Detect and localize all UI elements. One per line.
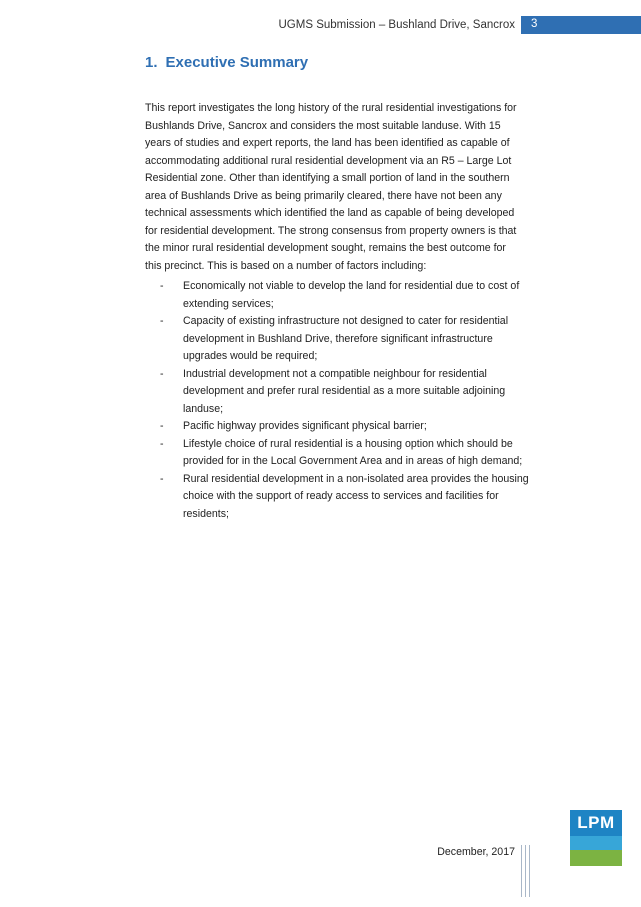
list-bullet: - [160, 367, 164, 380]
list-item-text: Lifestyle choice of rural residential is a housing option which should be provided for in the Local Government Area and in areas of high demand; [183, 437, 523, 467]
list-item [160, 366, 530, 419]
list-bullet: - [160, 437, 164, 450]
list-item-text: Pacific highway provides significant physical barrier; [183, 420, 427, 432]
list-item-text: Economically not viable to develop the land for residential due to cost of extending services; [183, 280, 520, 310]
logo-top-band [570, 810, 622, 836]
list-item-text: Capacity of existing infrastructure not designed to cater for residential development in Bushland Drive, therefore significant infrastructure upgrades would be required; [183, 315, 509, 362]
list-item-text: Rural residential development in a non-isolated area provides the housing choice with the support of ready access to services and facilities for residents; [183, 472, 529, 520]
divider-line [521, 845, 522, 897]
section-number: 1. [145, 54, 158, 71]
intro-paragraph: This report investigates the long history of the rural residential investigations for Bushlands Drive, Sancrox and considers the most suitable landuse. With 15 years of studies and expert reports, the land has been identified as capable of accommodating additional rural residential development via an R5 – Large Lot Residential zone. Other than identifying a small portion of land in the southern area of Bushlands Drive as being primarily cleared, there have not been any technical assessments which identified the land as capable of being developed for residential development. The strong consensus from property owners is that the minor rural residential development sought, remains the best outcome for this precinct. This is based on a number of factors including: [145, 102, 517, 272]
list-item [160, 278, 530, 313]
list-bullet: - [160, 280, 164, 292]
page-number-tab [521, 16, 641, 34]
footer-date: December, 2017 [437, 846, 515, 858]
logo-bottom-band [570, 850, 622, 866]
running-header-title: UGMS Submission – Bushland Drive, Sancrox [278, 19, 515, 31]
divider-line [525, 845, 526, 897]
factors-list [160, 278, 530, 523]
list-bullet: - [160, 420, 164, 432]
section-title: Executive Summary [165, 54, 309, 71]
footer-divider-lines [521, 845, 531, 897]
list-item [160, 436, 530, 471]
divider-line [529, 845, 530, 897]
logo-middle-band [570, 836, 622, 850]
lpm-logo [570, 810, 622, 866]
list-item-text: Industrial development not a compatible neighbour for residential development and prefer rural residential as a more suitable adjoining landuse; [183, 367, 506, 415]
list-item [160, 313, 530, 366]
section-heading [145, 54, 308, 71]
page-number: 3 [531, 18, 538, 30]
list-item [160, 418, 530, 436]
logo-text: LPM [577, 813, 615, 832]
list-bullet: - [160, 315, 164, 327]
list-bullet: - [160, 472, 164, 485]
list-item [160, 471, 530, 524]
